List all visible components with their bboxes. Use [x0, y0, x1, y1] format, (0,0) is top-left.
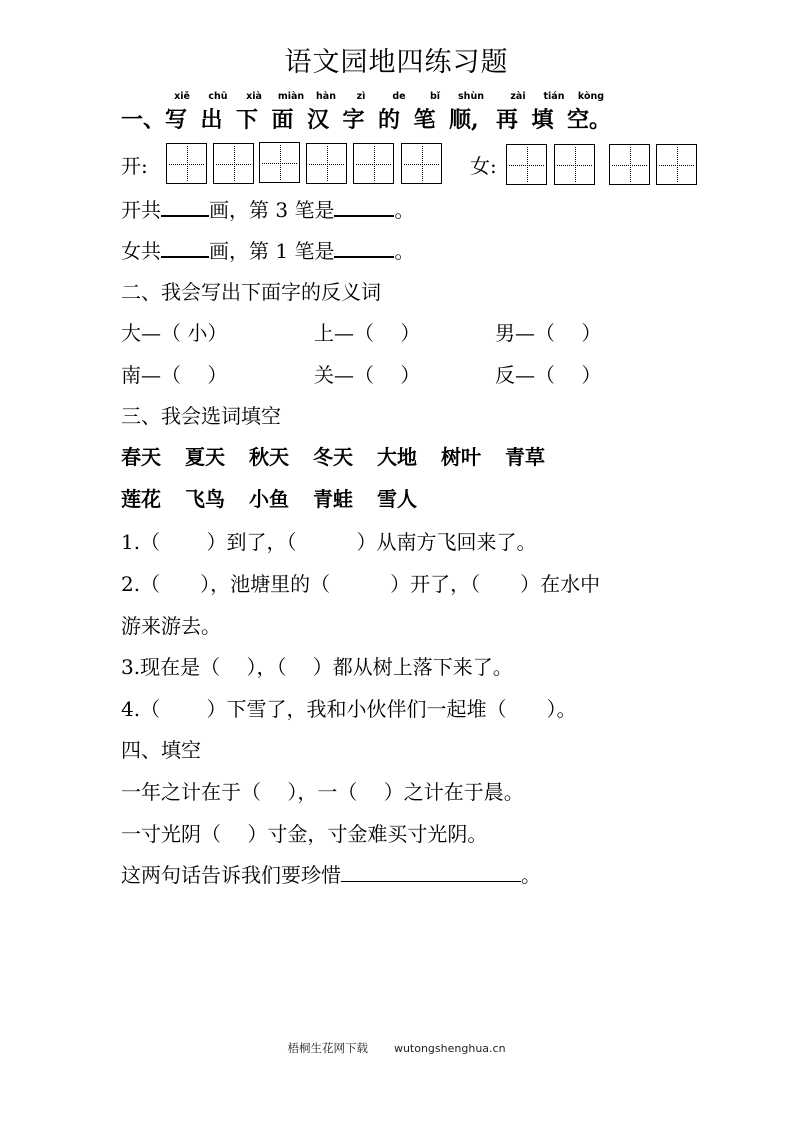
text: 开共	[121, 198, 161, 222]
heading-char: 空。	[567, 107, 612, 133]
answer-blank[interactable]	[161, 197, 209, 217]
char2-label: 女:	[470, 154, 497, 178]
question-2-cont: 游来游去。	[121, 614, 221, 638]
answer-blank[interactable]	[334, 197, 394, 217]
pinyin: miàn	[277, 91, 305, 102]
antonym-item[interactable]: 男—（ ）	[495, 321, 602, 345]
section3-heading: 三、我会选词填空	[121, 404, 281, 428]
pinyin: zài	[510, 91, 526, 102]
word-option: 雪人	[377, 487, 417, 511]
word-bank-row2	[121, 483, 441, 512]
writing-grid-box[interactable]	[353, 143, 394, 184]
stroke-line-kai	[121, 194, 414, 223]
word-bank-row1	[121, 441, 569, 470]
question-2: 2.（ ），池塘里的（ ）开了，（ ）在水中	[121, 572, 601, 596]
pinyin: kòng	[577, 91, 605, 102]
pinyin: zì	[356, 91, 366, 102]
heading-char: 汉	[307, 107, 330, 133]
word-option: 青蛙	[313, 487, 353, 511]
section2-heading: 二、我会写出下面字的反义词	[121, 280, 381, 304]
heading-char: 再	[496, 107, 519, 133]
heading-char: 的	[378, 107, 401, 133]
writing-grid-box[interactable]	[401, 143, 442, 184]
writing-grid-box[interactable]	[506, 144, 547, 185]
question-4: 4.（ ）下雪了，我和小伙伴们一起堆（ ）。	[121, 697, 577, 721]
stroke-line-nv	[121, 235, 414, 264]
pinyin: hàn	[316, 91, 336, 102]
writing-grid-box[interactable]	[656, 144, 697, 185]
antonym-item[interactable]: 南—（ ）	[121, 363, 228, 387]
heading-char: 写	[165, 107, 188, 133]
heading-char: 下	[236, 107, 259, 133]
writing-grid-box[interactable]	[213, 143, 254, 184]
writing-grid-box[interactable]	[554, 144, 595, 185]
heading-char: 出	[200, 107, 223, 133]
heading-char: 笔	[413, 107, 436, 133]
section4-heading: 四、填空	[121, 738, 201, 762]
fill-line-1: 一年之计在于（ ），一（ ）之计在于晨。	[121, 780, 524, 804]
word-option: 青草	[505, 445, 545, 469]
writing-grid-box[interactable]	[609, 144, 650, 185]
answer-blank[interactable]	[341, 863, 521, 882]
footer	[0, 1040, 793, 1056]
pinyin: bǐ	[429, 91, 441, 102]
word-option: 春天	[121, 445, 161, 469]
pinyin: de	[392, 91, 406, 102]
antonym-item[interactable]: 上—（ ）	[314, 321, 421, 345]
heading-char: 字	[342, 107, 365, 133]
fill-line-2: 一寸光阴（ ）寸金，寸金难买寸光阴。	[121, 822, 488, 846]
heading-char: 顺,	[449, 107, 479, 133]
antonym-item[interactable]: 大—（ 小）	[121, 321, 228, 345]
pinyin: xiě	[174, 91, 190, 102]
footer-url: wutongshenghua.cn	[393, 1042, 506, 1055]
answer-blank[interactable]	[334, 238, 394, 258]
fill-line-3	[121, 859, 541, 888]
pinyin: xià	[246, 91, 262, 102]
writing-grid-box[interactable]	[166, 143, 207, 184]
word-option: 大地	[377, 445, 417, 469]
text: 。	[394, 239, 415, 263]
question-1: 1.（ ）到了，（ ）从南方飞回来了。	[121, 530, 537, 554]
word-option: 夏天	[185, 445, 225, 469]
heading-char: 填	[531, 107, 554, 133]
writing-grid-box[interactable]	[306, 143, 347, 184]
footer-site-name: 梧桐生花网下载	[287, 1041, 368, 1055]
page-title: 语文园地四练习题	[284, 47, 509, 78]
antonym-item[interactable]: 关—（ ）	[314, 363, 421, 387]
word-option: 莲花	[121, 487, 161, 511]
question-3: 3.现在是（ ），（ ）都从树上落下来了。	[121, 655, 513, 679]
char1-label: 开:	[121, 154, 148, 178]
antonym-item[interactable]: 反—（ ）	[495, 363, 602, 387]
word-option: 树叶	[441, 445, 481, 469]
word-option: 小鱼	[249, 487, 289, 511]
writing-grid-box[interactable]	[259, 142, 300, 183]
word-option: 飞鸟	[185, 487, 225, 511]
text: 女共	[121, 239, 161, 263]
answer-blank[interactable]	[161, 238, 209, 258]
text: 。	[521, 863, 541, 887]
text: 这两句话告诉我们要珍惜	[121, 863, 341, 887]
pinyin: shùn	[458, 91, 484, 102]
word-option: 冬天	[313, 445, 353, 469]
text: 画，第 3 笔是	[209, 198, 335, 222]
text: 画，第 1 笔是	[209, 239, 335, 263]
word-option: 秋天	[249, 445, 289, 469]
heading-prefix: 一、	[121, 107, 166, 133]
pinyin: chū	[208, 91, 228, 102]
pinyin: tián	[543, 91, 565, 102]
heading-char: 面	[271, 107, 294, 133]
text: 。	[394, 198, 415, 222]
section1-heading	[121, 103, 612, 134]
